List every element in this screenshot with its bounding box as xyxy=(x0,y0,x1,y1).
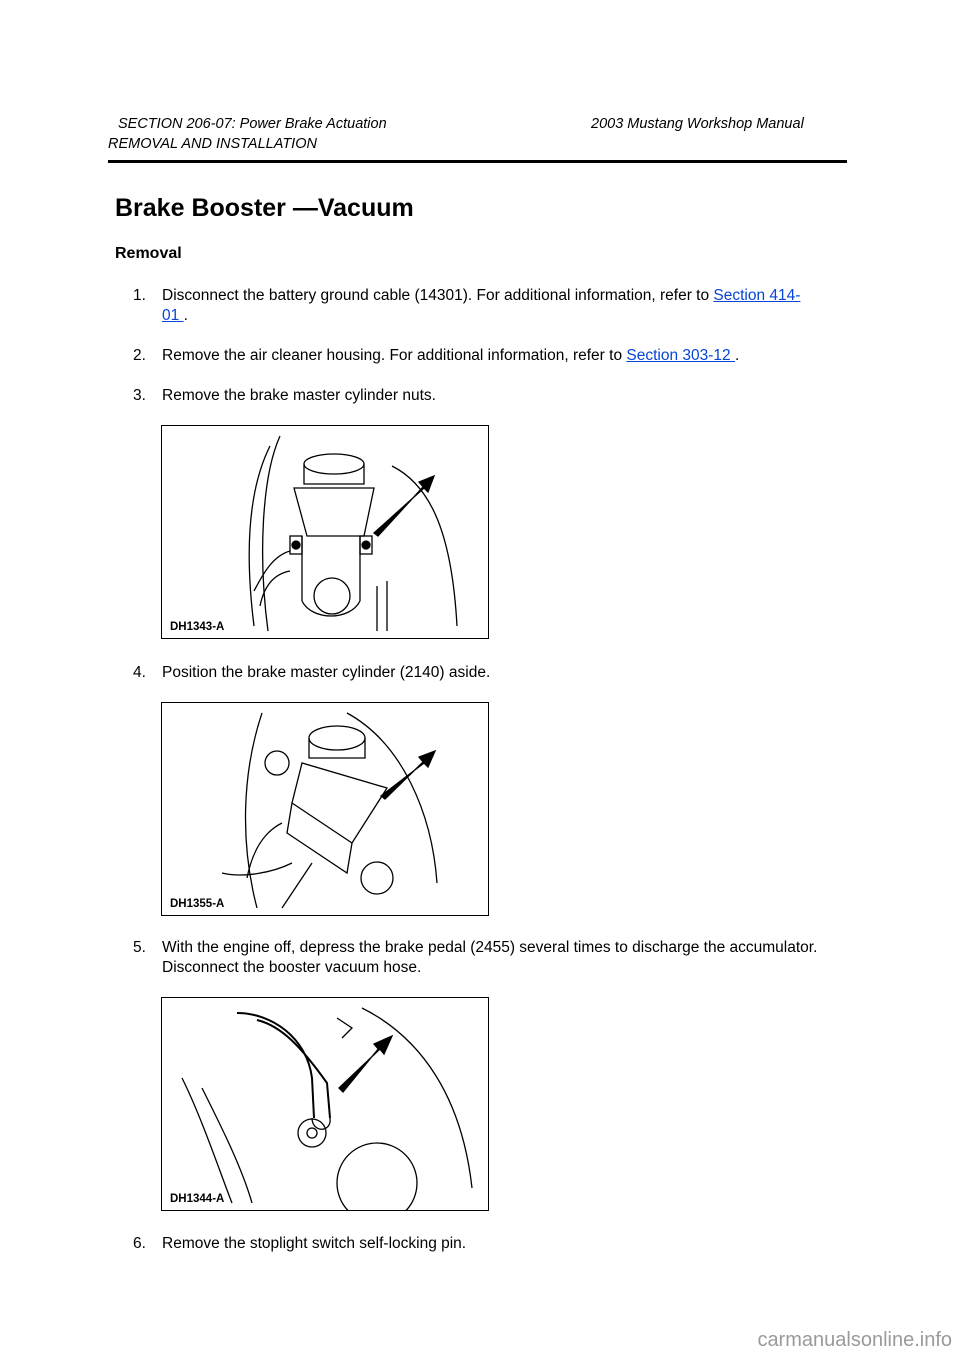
manual-title: 2003 Mustang Workshop Manual xyxy=(591,116,804,132)
category-label: REMOVAL AND INSTALLATION xyxy=(108,136,317,152)
section-subtitle: Removal xyxy=(115,245,182,262)
step-number: 1. xyxy=(133,287,146,304)
header-divider xyxy=(108,160,847,163)
figure-code: DH1344-A xyxy=(170,1193,225,1205)
section-303-12-link[interactable]: Section 303-12 xyxy=(626,347,735,364)
section-414-01-link[interactable]: Section 414- 01 xyxy=(162,287,801,324)
step-text: Remove the brake master cylinder nuts. xyxy=(162,387,436,404)
master-cylinder-nuts-illustration xyxy=(162,426,488,638)
page-title: Brake Booster —Vacuum xyxy=(115,194,414,222)
step-number: 2. xyxy=(133,347,146,364)
figure-code: DH1343-A xyxy=(170,621,225,633)
step-text: Remove the stoplight switch self-locking pin. xyxy=(162,1235,467,1252)
step-text: With the engine off, depress the brake pedal (2455) several times to discharge the accumulator. Disconnect the booster vacuum hose. xyxy=(162,939,818,976)
figure-code: DH1355-A xyxy=(170,898,225,910)
section-header: SECTION 206-07: Power Brake Actuation xyxy=(118,116,387,132)
figure-booster-vacuum-hose xyxy=(161,997,489,1211)
step-number: 4. xyxy=(133,664,146,681)
step-number: 6. xyxy=(133,1235,146,1252)
step-number: 5. xyxy=(133,939,146,956)
master-cylinder-aside-illustration xyxy=(162,703,488,915)
booster-vacuum-hose-illustration xyxy=(162,998,488,1210)
step-number: 3. xyxy=(133,387,146,404)
step-text: Disconnect the battery ground cable (14301). For additional information, refer to xyxy=(162,287,714,304)
figure-master-cylinder-nuts xyxy=(161,425,489,639)
step-text: Remove the air cleaner housing. For additional information, refer to xyxy=(162,347,627,364)
figure-master-cylinder-aside xyxy=(161,702,489,916)
watermark: carmanualsonline.info xyxy=(757,1329,952,1351)
step-text: Position the brake master cylinder (2140) aside. xyxy=(162,664,491,681)
